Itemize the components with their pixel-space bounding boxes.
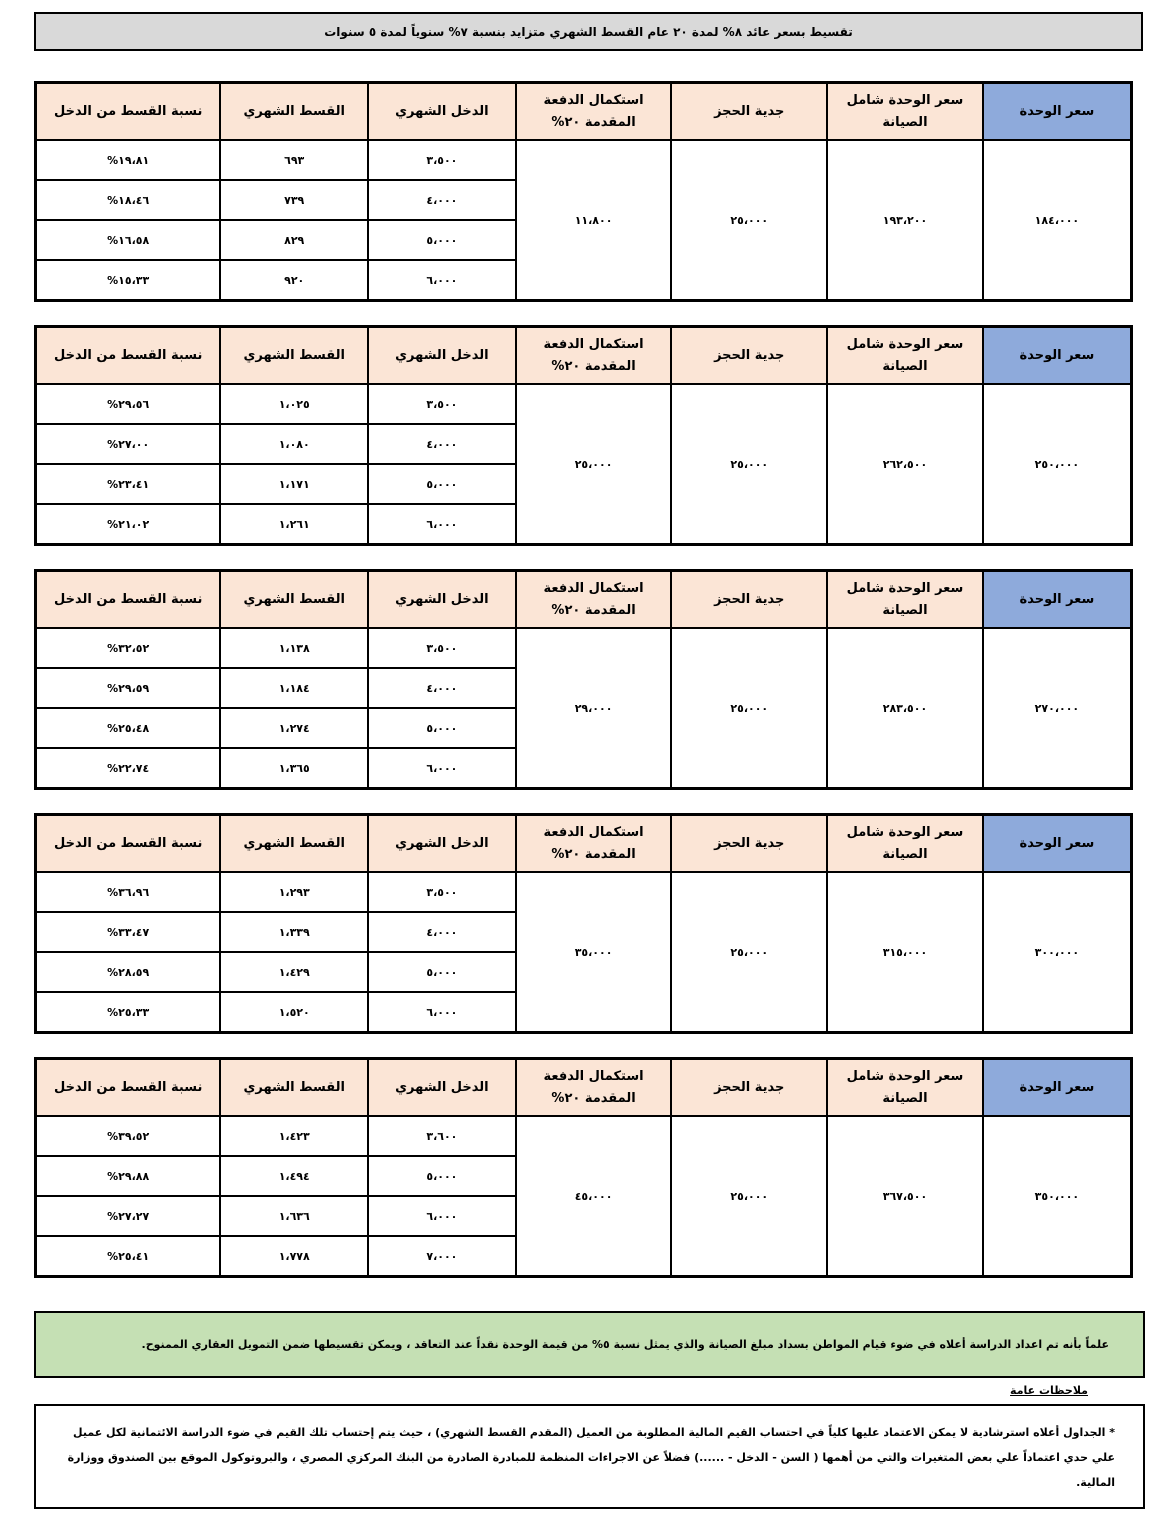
header-reservation: جدية الحجز [671, 571, 827, 629]
monthly-installment-cell: ١،٦٣٦ [220, 1196, 368, 1236]
monthly-installment-cell: ١،٠٨٠ [220, 424, 368, 464]
header-down-payment: استكمال الدفعة المقدمة ٢٠% [516, 327, 672, 385]
installment-ratio-cell: ٣٩،٥٢% [36, 1116, 221, 1156]
unit-price-cell: ٢٧٠،٠٠٠ [983, 628, 1132, 789]
header-monthly-income: الدخل الشهري [368, 327, 516, 385]
monthly-income-cell: ٦،٠٠٠ [368, 992, 516, 1033]
monthly-installment-cell: ١،٣٦٥ [220, 748, 368, 789]
monthly-income-cell: ٣،٥٠٠ [368, 140, 516, 180]
monthly-income-cell: ٤،٠٠٠ [368, 912, 516, 952]
monthly-installment-cell: ٨٢٩ [220, 220, 368, 260]
header-down-payment: استكمال الدفعة المقدمة ٢٠% [516, 571, 672, 629]
monthly-installment-cell: ١،٤٩٤ [220, 1156, 368, 1196]
maintenance-note [34, 1311, 1145, 1378]
unit-price-cell: ٣٠٠،٠٠٠ [983, 872, 1132, 1033]
header-unit-price: سعر الوحدة [983, 571, 1132, 629]
header-reservation: جدية الحجز [671, 815, 827, 873]
header-monthly-income: الدخل الشهري [368, 571, 516, 629]
price-incl-maintenance-cell: ١٩٣،٢٠٠ [827, 140, 983, 301]
installment-ratio-cell: ٢٩،٥٩% [36, 668, 221, 708]
down-payment-cell: ٣٥،٠٠٠ [516, 872, 672, 1033]
monthly-income-cell: ٦،٠٠٠ [368, 1196, 516, 1236]
monthly-income-cell: ٥،٠٠٠ [368, 220, 516, 260]
monthly-installment-cell: ١،٣٣٩ [220, 912, 368, 952]
installment-ratio-cell: ١٦،٥٨% [36, 220, 221, 260]
monthly-income-cell: ٦،٠٠٠ [368, 504, 516, 545]
down-payment-cell: ٢٩،٠٠٠ [516, 628, 672, 789]
reservation-cell: ٢٥،٠٠٠ [671, 628, 827, 789]
monthly-installment-cell: ١،٢٧٤ [220, 708, 368, 748]
disclaimer-text: * الجداول أعلاه استرشادية لا يمكن الاعتماد عليها كلياً في احتساب القيم المالية المطلوبة من العميل (المقدم القسط الشهري) ، حيث يتم إحتساب تلك القيم في ضوء الدراسة الائتمانية لكل عميل علي حدي اعتماداً علي بعض المتغيرات والتي من أهمها ( السن - الدخل - ......) فضلاً عن الاجراءات المنظمة للمبادرة الصادرة من البنك المركزي المصري ، والبروتوكول الموقع بين الصندوق ووزارة المالية. [67, 1426, 1115, 1489]
monthly-installment-cell: ١،٤٢٣ [220, 1116, 368, 1156]
header-price-incl-maintenance: سعر الوحدة شامل الصيانة [827, 327, 983, 385]
table-row [36, 628, 1132, 668]
header-installment-ratio: نسبة القسط من الدخل [36, 327, 221, 385]
installment-ratio-cell: ٣٦،٩٦% [36, 872, 221, 912]
header-down-payment: استكمال الدفعة المقدمة ٢٠% [516, 815, 672, 873]
header-price-incl-maintenance: سعر الوحدة شامل الصيانة [827, 571, 983, 629]
monthly-income-cell: ٧،٠٠٠ [368, 1236, 516, 1277]
installment-ratio-cell: ١٨،٤٦% [36, 180, 221, 220]
header-reservation: جدية الحجز [671, 1059, 827, 1117]
installment-ratio-cell: ٢٨،٥٩% [36, 952, 221, 992]
monthly-installment-cell: ١،٠٢٥ [220, 384, 368, 424]
installment-ratio-cell: ٢٧،٠٠% [36, 424, 221, 464]
installment-ratio-cell: ١٥،٣٣% [36, 260, 221, 301]
price-incl-maintenance-cell: ٢٦٢،٥٠٠ [827, 384, 983, 545]
price-incl-maintenance-cell: ٣٦٧،٥٠٠ [827, 1116, 983, 1277]
monthly-income-cell: ٦،٠٠٠ [368, 260, 516, 301]
monthly-income-cell: ٤،٠٠٠ [368, 180, 516, 220]
monthly-income-cell: ٥،٠٠٠ [368, 952, 516, 992]
price-table [34, 813, 1133, 1034]
header-monthly-installment: القسط الشهري [220, 327, 368, 385]
monthly-income-cell: ٤،٠٠٠ [368, 668, 516, 708]
header-unit-price: سعر الوحدة [983, 83, 1132, 141]
monthly-income-cell: ٥،٠٠٠ [368, 1156, 516, 1196]
price-table [34, 81, 1133, 302]
header-installment-ratio: نسبة القسط من الدخل [36, 571, 221, 629]
reservation-cell: ٢٥،٠٠٠ [671, 384, 827, 545]
header-monthly-installment: القسط الشهري [220, 1059, 368, 1117]
installment-ratio-cell: ٢٧،٢٧% [36, 1196, 221, 1236]
monthly-income-cell: ٣،٥٠٠ [368, 384, 516, 424]
installment-ratio-cell: ٣٣،٤٧% [36, 912, 221, 952]
header-price-incl-maintenance: سعر الوحدة شامل الصيانة [827, 1059, 983, 1117]
header-down-payment: استكمال الدفعة المقدمة ٢٠% [516, 83, 672, 141]
price-incl-maintenance-cell: ٢٨٣،٥٠٠ [827, 628, 983, 789]
header-price-incl-maintenance: سعر الوحدة شامل الصيانة [827, 815, 983, 873]
monthly-installment-cell: ١،١٨٤ [220, 668, 368, 708]
monthly-installment-cell: ١،٤٢٩ [220, 952, 368, 992]
table-row [36, 384, 1132, 424]
price-table [34, 325, 1133, 546]
monthly-income-cell: ٣،٥٠٠ [368, 872, 516, 912]
installment-ratio-cell: ٣٢،٥٢% [36, 628, 221, 668]
header-installment-ratio: نسبة القسط من الدخل [36, 83, 221, 141]
monthly-installment-cell: ٦٩٣ [220, 140, 368, 180]
price-incl-maintenance-cell: ٣١٥،٠٠٠ [827, 872, 983, 1033]
down-payment-cell: ٤٥،٠٠٠ [516, 1116, 672, 1277]
reservation-cell: ٢٥،٠٠٠ [671, 872, 827, 1033]
monthly-installment-cell: ١،١٣٨ [220, 628, 368, 668]
monthly-installment-cell: ٧٣٩ [220, 180, 368, 220]
table-row [36, 872, 1132, 912]
installment-ratio-cell: ٢٣،٤١% [36, 464, 221, 504]
monthly-installment-cell: ١،٢٦١ [220, 504, 368, 545]
general-notes-label: ملاحظات عامة [1010, 1384, 1088, 1397]
monthly-income-cell: ٦،٠٠٠ [368, 748, 516, 789]
maintenance-note-text: علماً بأنه تم اعداد الدراسة أعلاه في ضوء قيام المواطن بسداد مبلغ الصيانة والذي يمثل نسبة ٥% من قيمة الوحدة نقداً عند التعاقد ، ويمكن تقسيطها ضمن التمويل العقاري الممنوح. [141, 1338, 1109, 1351]
installment-ratio-cell: ٢٥،٣٣% [36, 992, 221, 1033]
table-row [36, 1116, 1132, 1156]
monthly-installment-cell: ١،٢٩٣ [220, 872, 368, 912]
installment-ratio-cell: ١٩،٨١% [36, 140, 221, 180]
header-monthly-income: الدخل الشهري [368, 1059, 516, 1117]
monthly-income-cell: ٣،٥٠٠ [368, 628, 516, 668]
header-reservation: جدية الحجز [671, 327, 827, 385]
unit-price-cell: ١٨٤،٠٠٠ [983, 140, 1132, 301]
monthly-installment-cell: ١،٥٢٠ [220, 992, 368, 1033]
header-price-incl-maintenance: سعر الوحدة شامل الصيانة [827, 83, 983, 141]
installment-ratio-cell: ٢٢،٧٤% [36, 748, 221, 789]
header-monthly-installment: القسط الشهري [220, 83, 368, 141]
disclaimer-box [34, 1404, 1145, 1509]
monthly-income-cell: ٣،٦٠٠ [368, 1116, 516, 1156]
header-unit-price: سعر الوحدة [983, 327, 1132, 385]
header-unit-price: سعر الوحدة [983, 1059, 1132, 1117]
monthly-installment-cell: ١،٧٧٨ [220, 1236, 368, 1277]
table-row [36, 140, 1132, 180]
header-monthly-installment: القسط الشهري [220, 815, 368, 873]
monthly-income-cell: ٤،٠٠٠ [368, 424, 516, 464]
header-installment-ratio: نسبة القسط من الدخل [36, 1059, 221, 1117]
price-table [34, 1057, 1133, 1278]
installment-ratio-cell: ٢٩،٨٨% [36, 1156, 221, 1196]
reservation-cell: ٢٥،٠٠٠ [671, 1116, 827, 1277]
unit-price-cell: ٣٥٠،٠٠٠ [983, 1116, 1132, 1277]
header-down-payment: استكمال الدفعة المقدمة ٢٠% [516, 1059, 672, 1117]
down-payment-cell: ١١،٨٠٠ [516, 140, 672, 301]
monthly-income-cell: ٥،٠٠٠ [368, 708, 516, 748]
installment-ratio-cell: ٢٩،٥٦% [36, 384, 221, 424]
page-title: تقسيط بسعر عائد ٨% لمدة ٢٠ عام القسط الشهري متزايد بنسبة ٧% سنوياً لمدة ٥ سنوات [34, 12, 1143, 51]
down-payment-cell: ٢٥،٠٠٠ [516, 384, 672, 545]
header-reservation: جدية الحجز [671, 83, 827, 141]
monthly-income-cell: ٥،٠٠٠ [368, 464, 516, 504]
reservation-cell: ٢٥،٠٠٠ [671, 140, 827, 301]
installment-ratio-cell: ٢١،٠٢% [36, 504, 221, 545]
installment-ratio-cell: ٢٥،٤١% [36, 1236, 221, 1277]
header-monthly-income: الدخل الشهري [368, 815, 516, 873]
header-unit-price: سعر الوحدة [983, 815, 1132, 873]
monthly-installment-cell: ١،١٧١ [220, 464, 368, 504]
price-table [34, 569, 1133, 790]
monthly-installment-cell: ٩٢٠ [220, 260, 368, 301]
header-installment-ratio: نسبة القسط من الدخل [36, 815, 221, 873]
header-monthly-installment: القسط الشهري [220, 571, 368, 629]
installment-ratio-cell: ٢٥،٤٨% [36, 708, 221, 748]
unit-price-cell: ٢٥٠،٠٠٠ [983, 384, 1132, 545]
header-monthly-income: الدخل الشهري [368, 83, 516, 141]
